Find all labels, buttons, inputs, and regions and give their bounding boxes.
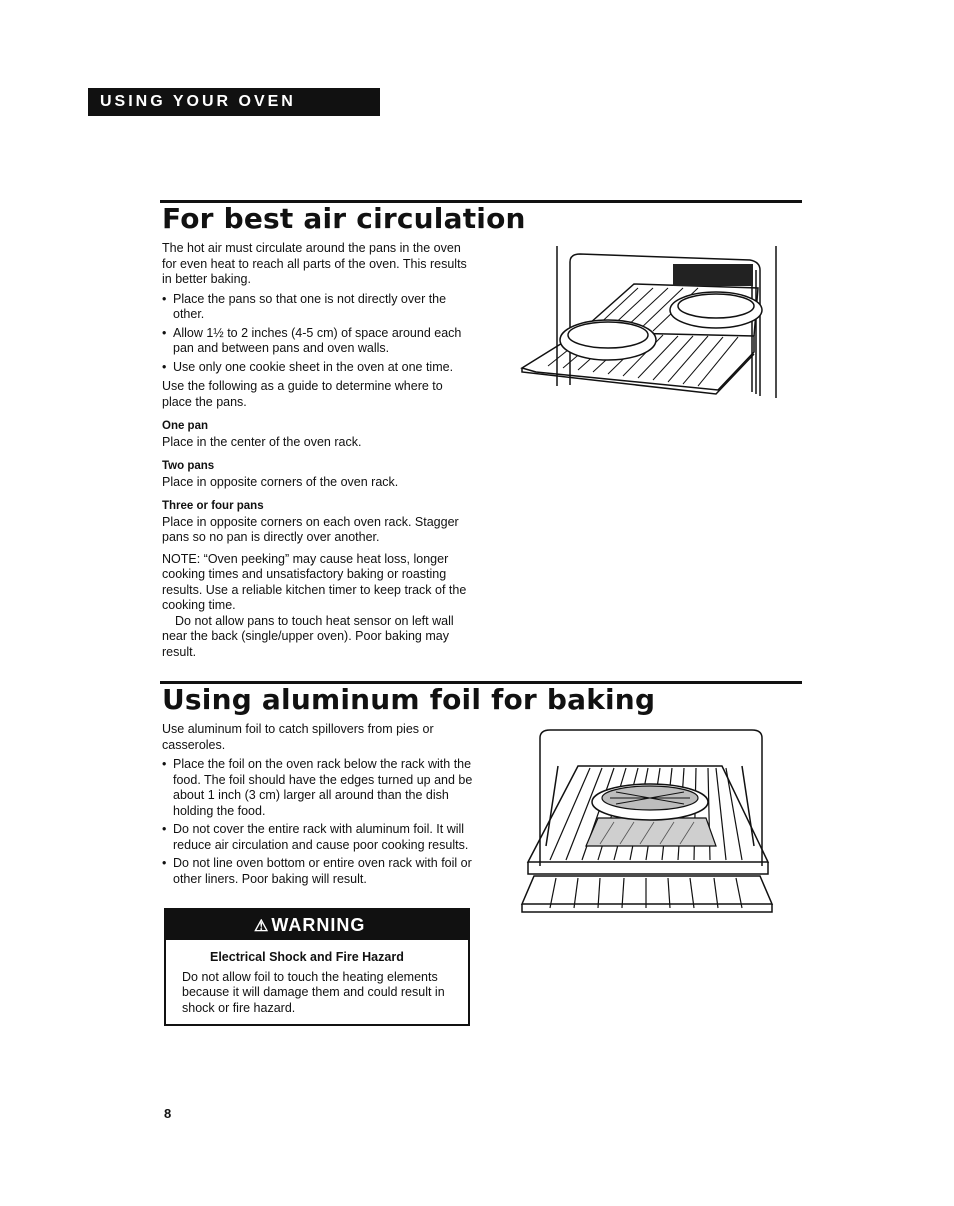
bullet-list (162, 757, 474, 887)
note-paragraph: NOTE: “Oven peeking” may cause heat loss, longer cooking times and unsatisfactory baking or roasting results. Use a reliable kitchen timer to keep track of the cooking time. (162, 551, 467, 612)
subheading-two-pans: Two pans (162, 460, 215, 472)
guide-paragraph: Use the following as a guide to determine where to place the pans. (162, 379, 443, 409)
oven-foil-racks-illustration (520, 726, 774, 916)
page-number: 8 (164, 1106, 172, 1121)
warning-text: Do not allow foil to touch the heating elements because it will damage them and could result in shock or fire hazard. (182, 969, 445, 1015)
intro-paragraph: The hot air must circulate around the pans in the oven for even heat to reach all parts of the oven. This results in better baking. (162, 241, 467, 286)
warning-triangle-icon: ⚠ (254, 918, 270, 935)
warning-label: WARNING (271, 915, 366, 935)
two-pans-text: Place in opposite corners of the oven rack. (162, 474, 399, 489)
bullet-item: • Do not line oven bottom or entire oven rack with foil or other liners. Poor baking will result. (162, 856, 474, 887)
warning-header (166, 910, 468, 940)
section-title-air-circulation: For best air circulation (162, 202, 526, 235)
bullet-item: • Use only one cookie sheet in the oven at one time. (162, 360, 474, 376)
section-title-aluminum-foil: Using aluminum foil for baking (162, 683, 656, 716)
three-four-pans-text: Place in opposite corners on each oven rack. Stagger pans so no pan is directly over another. (162, 514, 459, 544)
bullet-list (162, 292, 474, 376)
section-tab: USING YOUR OVEN (88, 88, 380, 116)
aluminum-foil-text (162, 722, 474, 891)
bullet-item: • Place the foil on the oven rack below the rack with the food. The foil should have the edges turned up and be about 1 inch (3 cm) larger all around than the dish holding the food. (162, 757, 474, 819)
subheading-one-pan: One pan (162, 420, 209, 432)
intro-paragraph: Use aluminum foil to catch spillovers from pies or casseroles. (162, 722, 434, 752)
one-pan-text: Place in the center of the oven rack. (162, 434, 362, 449)
bullet-item: • Allow 1½ to 2 inches (4-5 cm) of space around each pan and between pans and oven walls. (162, 326, 474, 357)
bullet-item: • Do not cover the entire rack with aluminum foil. It will reduce air circulation and cause poor cooking results. (162, 822, 474, 853)
bullet-item: • Place the pans so that one is not directly over the other. (162, 292, 474, 323)
warning-subtitle: Electrical Shock and Fire Hazard (210, 950, 404, 964)
warning-box (164, 908, 470, 1026)
sensor-note-paragraph: Do not allow pans to touch heat sensor on left wall near the back (single/upper oven). Poor baking may result. (162, 613, 454, 659)
subheading-three-four-pans: Three or four pans (162, 500, 264, 512)
air-circulation-text (162, 241, 474, 664)
warning-body (166, 940, 468, 1016)
oven-two-pans-illustration (518, 240, 780, 402)
